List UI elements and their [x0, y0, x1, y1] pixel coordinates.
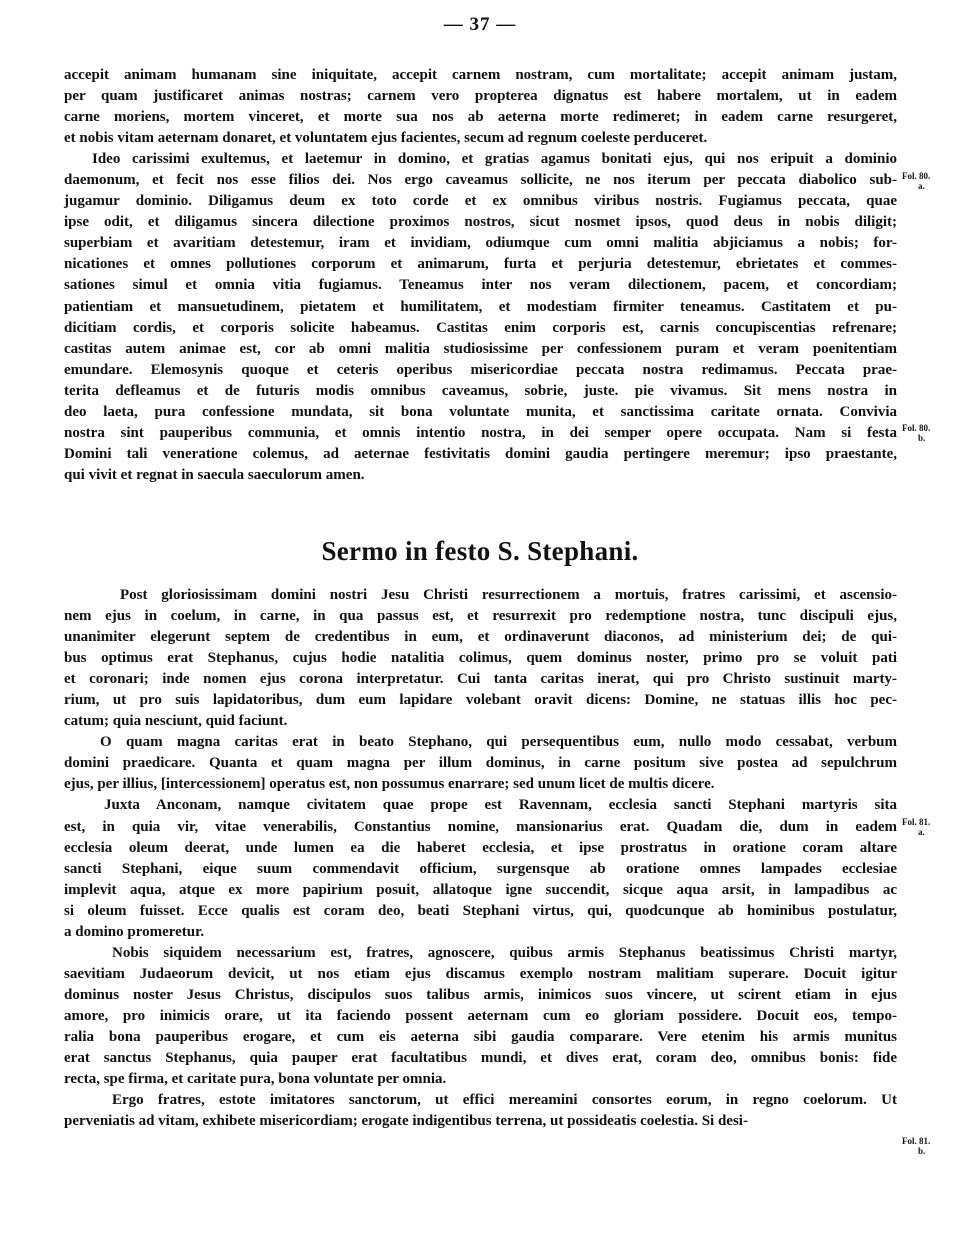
text-line: et coronari; inde nomen ejus corona interpretatur. Cui tanta caritas inerat, qui pro Christo sustinuit marty- — [64, 671, 897, 688]
text-line: carne moriens, mortem vinceret, et morte sua nos ab aeterna morte redimeret; in eadem carne resurgeret, — [64, 109, 897, 126]
text-line: accepit animam humanam sine iniquitate, accepit carnem nostram, cum mortalitate; accepit animam justam, — [64, 67, 897, 83]
text-line: patientiam et mansuetudinem, pietatem et humilitatem, et modestiam firmiter teneamus. Castitatem et pu- — [64, 298, 897, 315]
text-line: dominus noster Jesus Christus, discipulos suos talibus armis, inimicos suos vincere, ut scirent etiam in ejus — [64, 986, 897, 1003]
text-line: unanimiter elegerunt septem de credentibus in eum, et ordinaverunt diaconos, ad ministerium dei; de qui- — [64, 629, 897, 646]
text-line: sancti Stephani, eique suum commendavit officium, surgensque ab oratione omnes lampades ecclesiae — [64, 860, 897, 877]
folio-margin-note: Fol. 81. b. — [902, 1136, 931, 1156]
text-line: Nobis siquidem necessarium est, fratres, agnoscere, quibus armis Stephanus beatissimus Christi martyr, — [112, 944, 897, 961]
text-line: domini praedicare. Quanta et quam magna per illum dominus, in carne positum sive postea ad sepulchrum — [64, 755, 897, 772]
text-line: Post gloriosissimam domini nostri Jesu Christi resurrectionem a mortuis, fratres carissimi, et ascensio- — [120, 587, 897, 603]
text-line: rium, ut pro suis lapidatoribus, dum eum lapidare volebant oravit dicens: Domine, ne statuas illis hoc pec- — [64, 692, 897, 709]
text-line: jugamur dominio. Diligamus deum ex toto corde et ex omnibus viribus nostris. Fugiamus peccata, quae — [64, 193, 897, 210]
text-line: per quam justificaret animas nostras; carnem vero propterea dignatus est habere mortalem, ut in eadem — [64, 88, 897, 105]
text-line: bus optimus erat Stephanus, cujus hodie natalitia colimus, quem dominus noster, primo pro se voluit pati — [64, 650, 897, 667]
text-line: terita defleamus et de futuris modis omnibus caveamus, sobrie, juste. pie vivamus. Sit mens nostra in — [64, 382, 897, 399]
sermon-ending-text — [64, 65, 897, 486]
folio-margin-note: Fol. 80. a. — [902, 171, 931, 191]
text-line: Juxta Anconam, namque civitatem quae prope est Ravennam, ecclesia sancti Stephani martyris sita — [104, 797, 897, 814]
text-line: si oleum fuisset. Ecce qualis est coram deo, beati Stephani virtus, qui, quodcunque ab hominibus postulatur, — [64, 902, 897, 919]
folio-margin-note: Fol. 81. a. — [902, 817, 931, 837]
text-line: emundare. Elemosynis quoque et ceteris operibus misericordiae peccata nostra redimamus. Peccata prae- — [64, 361, 897, 378]
text-line: implevit aqua, atque ex more papirium posuit, allatoque igne succendit, sicque aqua arsit, in lampadibus ac — [64, 881, 897, 898]
text-line: a domino promeretur. — [64, 923, 205, 940]
text-line: qui vivit et regnat in saecula saeculorum amen. — [64, 466, 365, 483]
text-line: nicationes et omnes pollutiones corporum et animarum, furta et perjuria detestemur, ebrietates et commes- — [64, 256, 897, 273]
sermon-text — [64, 585, 897, 1132]
text-line: est, in quia vir, vitae venerabilis, Constantius nomine, mansionarius erat. Quadam die, dum in eadem — [64, 818, 897, 835]
text-line: perveniatis ad vitam, exhibete misericordiam; erogate indigentibus terrena, ut possideatis coelestia. Si desi- — [64, 1113, 748, 1130]
text-line: nostra sint pauperibus communia, et omnis intentio nostra, in dei semper opere occupata. Nam si festa — [64, 424, 897, 441]
text-line: ejus, per illius, [intercessionem] operatus est, non possumus enarrare; sed unum licet de multis dicere. — [64, 776, 715, 793]
text-line: Ideo carissimi exultemus, et laetemur in domino, et gratias agamus bonitati ejus, qui nos eripuit a dominio — [92, 151, 897, 168]
page-number: — 37 — — [443, 14, 517, 35]
text-line: Ergo fratres, estote imitatores sanctorum, ut effici mereamini consortes eorum, in regno coelorum. Ut — [112, 1092, 897, 1109]
text-line: castitas autem animae est, cor ab omni malitia studiosissime per confessionem puram et veram poenitentiam — [64, 340, 897, 357]
text-line: amore, pro inimicis orare, ut ita faciendo possent aeternam cum eo gloriam possidere. Docuit eos, tempo- — [64, 1007, 897, 1024]
text-line: nem ejus in coelum, in carne, in qua passus est, et resurrexit pro redemptione nostra, tunc discipuli ejus, — [64, 608, 897, 625]
text-line: O quam magna caritas erat in beato Stephano, qui persequentibus eum, nullo modo cessabat, verbum — [100, 734, 897, 751]
text-line: superbiam et avaritiam detestemur, iram et invidiam, odiumque cum omni malitia abjiciamus a nobis; for- — [64, 235, 897, 252]
text-line: dicitiam cordis, et corporis solicite habeamus. Castitas enim corporis est, carnis concupiscentias refrenare; — [64, 319, 897, 336]
text-line: recta, spe firma, et caritate pura, bona voluntate per omnia. — [64, 1071, 447, 1088]
text-line: ipse odit, et diligamus sincera dilectione proximos nostros, sicut nosmet ipsos, quod deus in nobis diligit; — [64, 214, 897, 231]
text-line: daemonum, et fecit nos esse filios dei. Nos ergo caveamus sollicite, ne nos iterum per peccata diabolico sub- — [64, 172, 897, 189]
text-line: Domini tali veneratione colemus, ad aeternae festivitatis domini gaudia pertingere meremur; ipso praestante, — [64, 445, 897, 462]
text-line: saevitiam Judaeorum devicit, ut nos etiam ejus discamus exemplo nostram malitiam superare. Docuit igitur — [64, 965, 897, 982]
text-line: ralia bona pauperibus erogare, et cum eis aeterna sibi gaudia comparare. Vere etenim his armis munitus — [64, 1028, 897, 1045]
text-line: ecclesia oleum deerat, unde lumen ea die haberet ecclesia, et ipse prostratus in oratione coram altare — [64, 839, 897, 856]
text-line: catum; quia nesciunt, quid faciunt. — [64, 713, 288, 730]
text-line: et nobis vitam aeternam donaret, et voluntatem ejus facientes, secum ad regnum coeleste perduceret. — [64, 130, 708, 147]
text-line: deo laeta, pura confessione mundata, sit bona voluntate munita, et sanctissima caritate ornata. Convivia — [64, 403, 897, 420]
text-line: sationes simul et omnia vitia fugiamus. Teneamus inter nos veram dilectionem, pacem, et concordiam; — [64, 277, 897, 294]
folio-margin-note: Fol. 80. b. — [902, 423, 931, 443]
text-line: erat sanctus Stephanus, quia pauper erat facultatibus mundi, et dives erat, coram deo, omnibus bonis: fide — [64, 1050, 897, 1067]
sermon-heading: Sermo in festo S. Stephani. — [321, 536, 639, 566]
